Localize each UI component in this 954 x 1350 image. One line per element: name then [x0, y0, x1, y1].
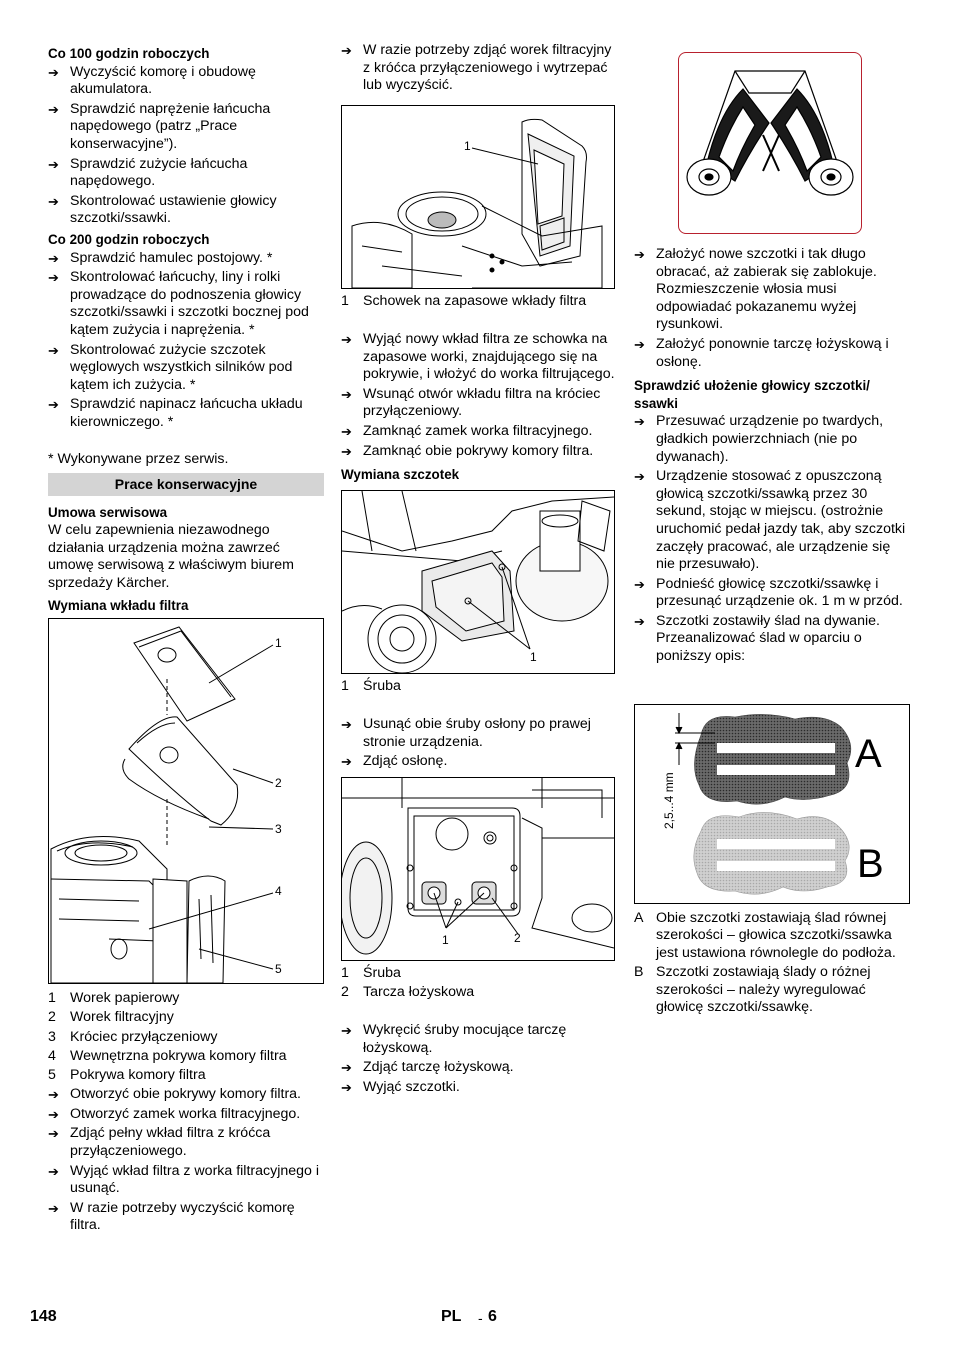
list-item: ➔ Otworzyć obie pokrywy komory filtra. — [48, 1086, 301, 1103]
heading-filtr: Wymiana wkładu filtra — [48, 597, 189, 613]
list-item: ➔ Sprawdzić napinacz łańcucha układu kierowniczego. * — [48, 396, 303, 430]
footer-lang: PL — [441, 1308, 462, 1325]
arrow-right-icon: ➔ — [48, 270, 59, 286]
legend-item: 2 Tarcza łożyskowa — [341, 983, 475, 1000]
list-100h — [48, 64, 324, 228]
list-item: ➔ Usunąć obie śruby osłony po prawej stronie urządzenia. — [341, 715, 591, 750]
filter-storage-drawing — [342, 106, 614, 288]
legend-filter — [48, 990, 324, 1084]
page-number: 148 — [30, 1308, 57, 1325]
arrow-right-icon: ➔ — [48, 1163, 59, 1179]
callout-2: 2 — [514, 930, 521, 945]
legend-item: 3 Króciec przyłączeniowy — [48, 1028, 218, 1045]
legend-item: 1 Śruba — [341, 964, 401, 981]
legend-item: 2 Worek filtracyjny — [48, 1009, 174, 1026]
arrow-right-icon: ➔ — [634, 247, 645, 262]
arrow-right-icon: ➔ — [634, 469, 645, 485]
trace-label-b: B — [857, 841, 884, 886]
list-item: ➔ Skontrolować zużycie szczotek węglowych wszystkich silników pod kątem ich zużycia. * — [48, 341, 293, 393]
arrow-right-icon: ➔ — [341, 386, 352, 402]
column-middle — [341, 42, 617, 1098]
list-brush-steps — [341, 1022, 617, 1096]
list-item: ➔ Przesuwać urządzenie po twardych, gładkich powierzchniach (nie po dywanach). — [634, 413, 884, 465]
list-filter-steps — [48, 1086, 324, 1235]
list-item: ➔ Wyjąć szczotki. — [341, 1078, 460, 1095]
list-item: ➔ Wykręcić śruby mocujące tarczę łożyskową. — [341, 1022, 567, 1056]
figure-brush-traces — [634, 704, 910, 904]
arrow-right-icon: ➔ — [48, 193, 59, 209]
legend-item: 1 Śruba — [341, 677, 401, 694]
arrow-right-icon: ➔ — [48, 397, 59, 413]
list-item: ➔ Zamknąć obie pokrywy komory filtra. — [341, 442, 594, 459]
list-item: ➔ Podnieść głowicę szczotki/ssawkę i przesunąć urządzenie ok. 1 m w przód. — [634, 575, 903, 610]
footer-separator: - — [478, 1310, 483, 1326]
arrow-right-icon: ➔ — [48, 101, 59, 117]
arrow-right-icon: ➔ — [634, 414, 645, 430]
legend-traces — [634, 910, 912, 1017]
legend-item: 1 Worek papierowy — [48, 990, 180, 1007]
list-200h — [48, 250, 324, 432]
arrow-right-icon: ➔ — [48, 64, 59, 80]
list-item: ➔ Założyć nowe szczotki i tak długo obracać, aż zabierak się zablokuje. Rozmieszczenie włosia musi odpowiadać pokazanemu wyżej rysunkowi. — [634, 246, 877, 333]
footer-section-number: 6 — [488, 1308, 497, 1325]
legend-item: 5 Pokrywa komory filtra — [48, 1066, 206, 1083]
list-item: ➔ Zdjąć osłonę. — [341, 753, 448, 770]
heading-umowa: Umowa serwisowa — [48, 504, 168, 520]
arrow-right-icon: ➔ — [634, 336, 645, 352]
arrow-right-icon: ➔ — [48, 1106, 59, 1122]
list-item: ➔ Sprawdzić zużycie łańcucha napędowego. — [48, 155, 248, 190]
list-item: ➔ Wyjąć wkład filtra z worka filtracyjnego i usunąć. — [48, 1162, 320, 1197]
figure-bearing-plate — [341, 777, 615, 961]
list-item: ➔ Skontrolować łańcuchy, liny i rolki prowadzące do podnoszenia głowicy szczotki/ssawki i szczotki bocznej pod kątem zużycia i naprężenia. * — [48, 269, 309, 338]
brush-orientation-drawing — [679, 53, 861, 233]
callout-1: 1 — [530, 649, 537, 664]
list-item: ➔ Wyjąć nowy wkład filtra ze schowka na zapasowe worki, znajdującego się na pokrywie, i włożyć do worka filtrującego. — [341, 330, 615, 383]
section-header: Prace konserwacyjne — [48, 473, 324, 496]
callout-1: 1 — [275, 636, 282, 651]
arrow-right-icon: ➔ — [341, 716, 352, 732]
arrow-right-icon: ➔ — [341, 1023, 352, 1039]
arrow-right-icon: ➔ — [341, 423, 352, 439]
heading-szczotek: Wymiana szczotek — [341, 467, 460, 483]
callout-4: 4 — [275, 884, 282, 899]
list-item: ➔ Założyć ponownie tarczę łożyskową i osłonę. — [634, 335, 889, 370]
legend-item: B Szczotki zostawiają ślady o różnej szerokości – należy wyregulować głowicę szczotki/ssawkę. — [634, 964, 871, 1016]
list-item: ➔ Sprawdzić naprężenie łańcucha napędowego (patrz „Prace konserwacyjne”). — [48, 100, 271, 152]
footnote: * Wykonywane przez serwis. — [48, 451, 229, 468]
arrow-right-icon: ➔ — [48, 250, 59, 266]
callout-1: 1 — [442, 932, 449, 947]
arrow-right-icon: ➔ — [48, 1200, 59, 1216]
arrow-right-icon: ➔ — [634, 576, 645, 592]
list-mount-steps — [634, 246, 912, 371]
callout-1: 1 — [464, 138, 471, 153]
list-item: ➔ Skontrolować ustawienie głowicy szczotki/ssawki. — [48, 192, 277, 227]
heading-200h: Co 200 godzin roboczych — [48, 231, 210, 247]
list-item: ➔ Otworzyć zamek worka filtracyjnego. — [48, 1105, 301, 1122]
paragraph-umowa: W celu zapewnienia niezawodnego działania urządzenia można zawrzeć umowę serwisową z właściwym biurem sprzedaży Kärcher. — [48, 522, 294, 592]
list-item: ➔ Wyczyścić komorę i obudowę akumulatora. — [48, 63, 256, 98]
legend-item: 1 Schowek na zapasowe wkłady filtra — [341, 292, 587, 309]
list-item: ➔ Szczotki zostawiły ślad na dywanie. Przeanalizować ślad w oparciu o poniższy opis: — [634, 612, 880, 665]
list-item: ➔ Wsunąć otwór wkładu filtra na króciec przyłączeniowy. — [341, 385, 601, 420]
filter-assembly-drawing — [49, 619, 323, 983]
figure-filter-storage — [341, 105, 615, 289]
arrow-right-icon: ➔ — [48, 1087, 59, 1103]
heading-100h: Co 100 godzin roboczych — [48, 46, 210, 61]
brush-cover-drawing — [342, 491, 614, 673]
column-left — [48, 42, 324, 1237]
arrow-right-icon: ➔ — [341, 331, 352, 347]
list-item: ➔ W razie potrzeby zdjąć worek filtracyjny z króćca przyłączeniowego i wytrzepać lub wyczyścić. — [341, 42, 612, 94]
arrow-right-icon: ➔ — [341, 43, 352, 58]
callout-2: 2 — [275, 776, 282, 791]
figure-brush-orientation — [678, 52, 862, 234]
list-item: ➔ W razie potrzeby wyczyścić komorę filtra. — [48, 1199, 295, 1234]
callout-3: 3 — [275, 822, 282, 837]
column-right — [634, 42, 912, 1018]
arrow-right-icon: ➔ — [48, 1126, 59, 1142]
arrow-right-icon: ➔ — [48, 342, 59, 358]
heading-glowica: Sprawdzić ułożenie głowicy szczotki/ ssawki — [634, 378, 870, 411]
legend-item: 4 Wewnętrzna pokrywa komory filtra — [48, 1047, 287, 1064]
arrow-right-icon: ➔ — [341, 754, 352, 770]
list-item: ➔ Zdjąć tarczę łożyskową. — [341, 1059, 514, 1076]
arrow-right-icon: ➔ — [48, 156, 59, 172]
arrow-right-icon: ➔ — [634, 613, 645, 629]
trace-label-a: A — [855, 731, 882, 776]
arrow-right-icon: ➔ — [341, 443, 352, 459]
list-cover-steps — [341, 716, 617, 771]
list-item: ➔ Zamknąć zamek worka filtracyjnego. — [341, 422, 593, 439]
figure-filter-assembly — [48, 618, 324, 984]
figure-brush-cover — [341, 490, 615, 674]
arrow-right-icon: ➔ — [341, 1060, 352, 1076]
legend-item: A Obie szczotki zostawiają ślad równej szerokości – głowica szczotki/ssawka jest ustawiona równolegle do podłoża. — [634, 909, 896, 961]
list-check-steps — [634, 413, 912, 665]
list-item: ➔ Sprawdzić hamulec postojowy. * — [48, 249, 273, 266]
arrow-right-icon: ➔ — [341, 1079, 352, 1095]
list-item: ➔ Zdjąć pełny wkład filtra z króćca przyłączeniowego. — [48, 1125, 271, 1159]
brush-traces-drawing — [635, 705, 909, 903]
bearing-plate-drawing — [342, 778, 614, 960]
list-filter-insert — [341, 331, 617, 460]
list-item: ➔ Urządzenie stosować z opuszczoną głowicą szczotki/ssawką przez 30 sekund, stojąc w miejscu. (ostrożnie uruchomić pedał jazdy tak, aby szczotki zaczęły pracować, ale urządzenie się nie przesuwało). — [634, 468, 906, 573]
dimension-label: 2,5...4 mm — [662, 771, 676, 829]
callout-5: 5 — [275, 962, 282, 977]
